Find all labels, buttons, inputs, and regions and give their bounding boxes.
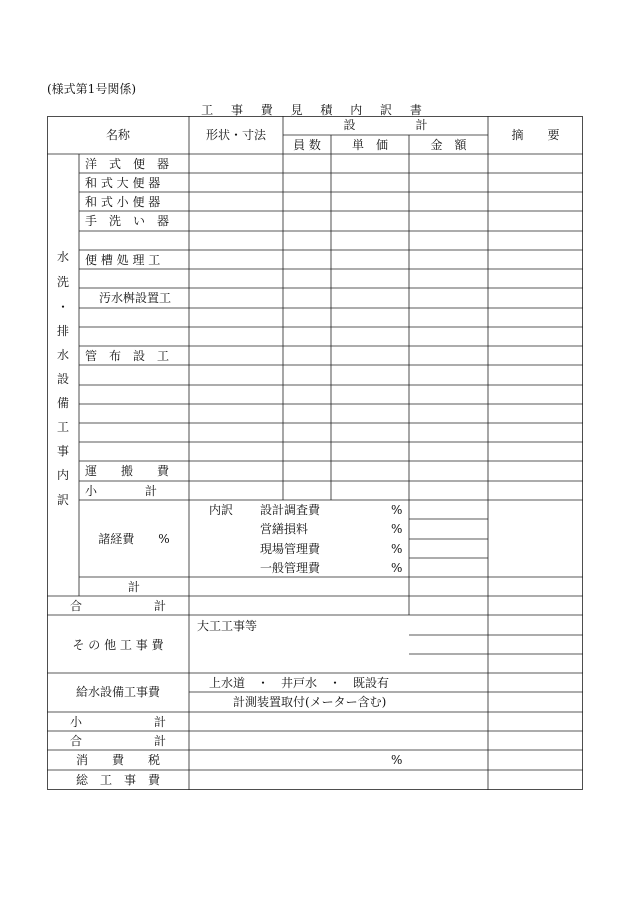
section-label-char: 備 xyxy=(56,396,69,410)
header-amount: 金 額 xyxy=(430,138,467,152)
header-name: 名称 xyxy=(105,128,130,142)
misc-row-name: 現場管理費 xyxy=(260,542,321,556)
sum-label: 合 計 xyxy=(69,734,166,748)
header-remarks: 摘 要 xyxy=(511,128,560,142)
item-hand-basin: 手 洗 い 器 xyxy=(85,214,170,228)
header-qty: 員 数 xyxy=(293,138,321,152)
item-subtotal: 小 計 xyxy=(85,484,158,498)
form-reference: (様式第1号関係) xyxy=(47,82,136,96)
misc-row-name: 設計調査費 xyxy=(260,503,321,517)
other-works-label: そ の 他 工 事 費 xyxy=(72,638,164,652)
total-label: 計 xyxy=(127,580,140,594)
misc-row-percent: % xyxy=(391,561,403,575)
misc-expenses-label: 諸経費 % xyxy=(98,532,170,546)
header-unit-price: 単 価 xyxy=(351,138,388,152)
item-septic: 便 槽 処 理 工 xyxy=(85,253,161,267)
misc-row-name: 一般管理費 xyxy=(260,561,321,575)
grand-total-label: 合 計 xyxy=(69,599,166,613)
section-label-char: 事 xyxy=(56,444,69,458)
item-sewage-basin: 汚水桝設置工 xyxy=(99,291,172,305)
consumption-tax-label: 消 費 税 xyxy=(75,753,160,767)
water-supply-label: 給水設備工事費 xyxy=(75,685,160,699)
item-piping: 管 布 設 工 xyxy=(85,349,170,363)
section-label-char: 設 xyxy=(56,372,69,386)
document-title: 工 事 費 見 積 内 訳 書 xyxy=(201,103,429,117)
consumption-tax-percent: % xyxy=(391,753,403,767)
section-label-char: 工 xyxy=(56,420,69,434)
misc-row-percent: % xyxy=(391,503,403,517)
section-label-char: 水 xyxy=(56,348,69,362)
item-transport: 運 搬 費 xyxy=(85,464,170,478)
misc-row-name: 営繕損料 xyxy=(260,522,309,536)
subtotal-label: 小 計 xyxy=(69,715,166,729)
item-western-toilet: 洋 式 便 器 xyxy=(85,157,170,171)
section-label-char: 洗 xyxy=(56,275,69,289)
water-supply-meter: 計測装置取付(メーター含む) xyxy=(233,695,387,709)
item-urinal: 和 式 小 便 器 xyxy=(85,195,161,209)
other-works-detail: 大工工事等 xyxy=(197,619,258,633)
misc-breakdown-label: 内訳 xyxy=(209,503,234,517)
section-label-char: 水 xyxy=(56,250,69,264)
section-label-char: 内 xyxy=(56,468,69,482)
header-shape: 形状・寸法 xyxy=(205,128,266,142)
water-supply-source: 上水道 ・ 井戸水 ・ 既設有 xyxy=(209,676,390,690)
section-label-char: ・ xyxy=(56,300,69,314)
misc-row-percent: % xyxy=(391,522,403,536)
misc-row-percent: % xyxy=(391,542,403,556)
section-label-char: 排 xyxy=(56,324,69,338)
estimate-table xyxy=(47,116,583,790)
item-japanese-toilet: 和 式 大 便 器 xyxy=(85,176,161,190)
header-design: 設 計 xyxy=(343,118,428,132)
total-construction-cost-label: 総 工 事 費 xyxy=(75,773,160,787)
section-label-char: 訳 xyxy=(56,493,69,507)
